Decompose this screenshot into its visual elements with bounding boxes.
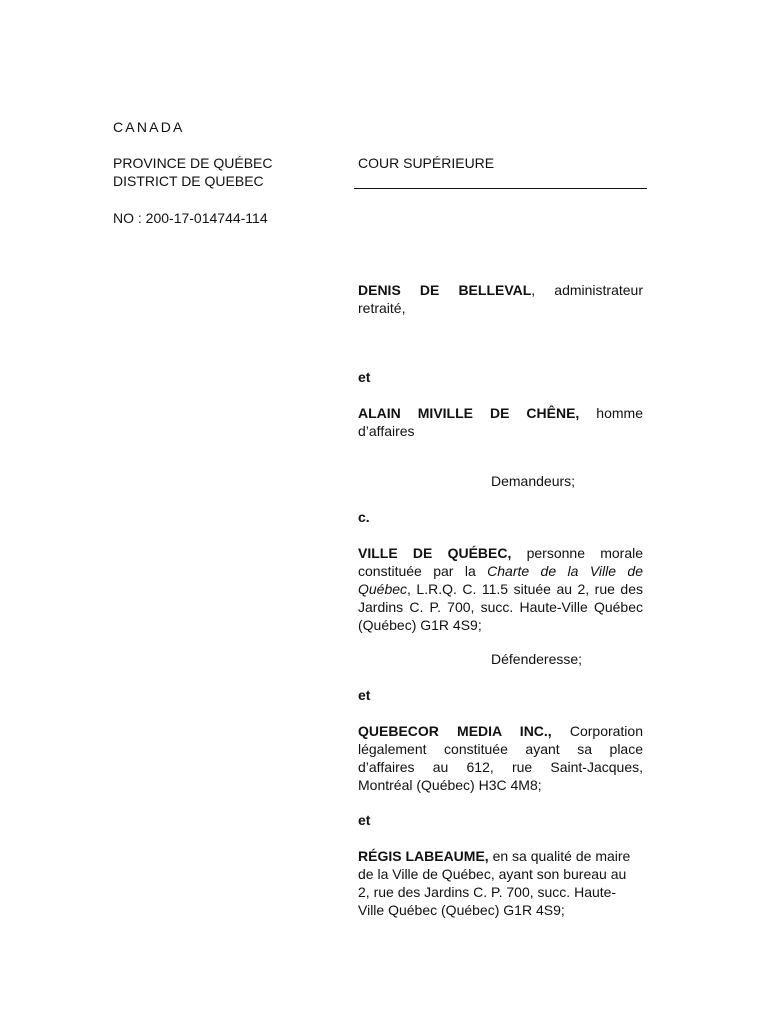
party-description: en sa qualité de maire de la Ville de Québec, ayant son bureau au 2, rue des Jardins C. P. 700, succ. Haute-Ville Québec (Québec) G1R 4S9;	[358, 848, 631, 918]
district-label: DISTRICT DE QUEBEC	[113, 173, 264, 189]
party-address: , L.R.Q. C. 11.5 située au 2, rue des Jardins C. P. 700, succ. Haute-Ville Québec (Québec) G1R 4S9;	[358, 581, 643, 633]
party-name: RÉGIS LABEAUME,	[358, 848, 489, 864]
province-label: PROVINCE DE QUÉBEC	[113, 155, 273, 171]
versus-label: c.	[358, 509, 370, 525]
party-description: homme d’affaires	[358, 405, 643, 439]
mis-en-cause-quebecor-media	[358, 722, 643, 794]
separator-et: et	[358, 687, 371, 703]
defendant-role: Défenderesse;	[491, 651, 583, 667]
party-name: DENIS DE BELLEVAL	[358, 282, 532, 298]
court-name: COUR SUPÉRIEURE	[358, 155, 495, 171]
mis-en-cause-regis-labeaume	[358, 847, 636, 919]
party-description: , administrateur retraité,	[358, 282, 643, 316]
separator-et: et	[358, 812, 371, 828]
party-description: personne morale constituée par la	[358, 545, 644, 579]
plaintiff-denis-de-belleval	[358, 281, 643, 317]
separator-et: et	[358, 369, 371, 385]
defendant-ville-de-quebec	[358, 544, 643, 634]
plaintiffs-role: Demandeurs;	[491, 473, 576, 489]
party-name: QUEBECOR MEDIA INC.,	[358, 723, 552, 739]
party-name: ALAIN MIVILLE DE CHÊNE,	[358, 405, 580, 421]
charter-title: Charte de la Ville de Québec	[358, 563, 643, 597]
country-heading: CANADA	[113, 119, 185, 135]
party-name: VILLE DE QUÉBEC,	[358, 545, 512, 561]
plaintiff-alain-miville-de-chene	[358, 404, 643, 440]
party-description: Corporation légalement constituée ayant sa place d’affaires au 612, rue Saint-Jacques, Montréal (Québec) H3C 4M8;	[358, 723, 643, 793]
case-number: NO : 200-17-014744-114	[113, 210, 268, 226]
court-divider	[354, 188, 647, 189]
